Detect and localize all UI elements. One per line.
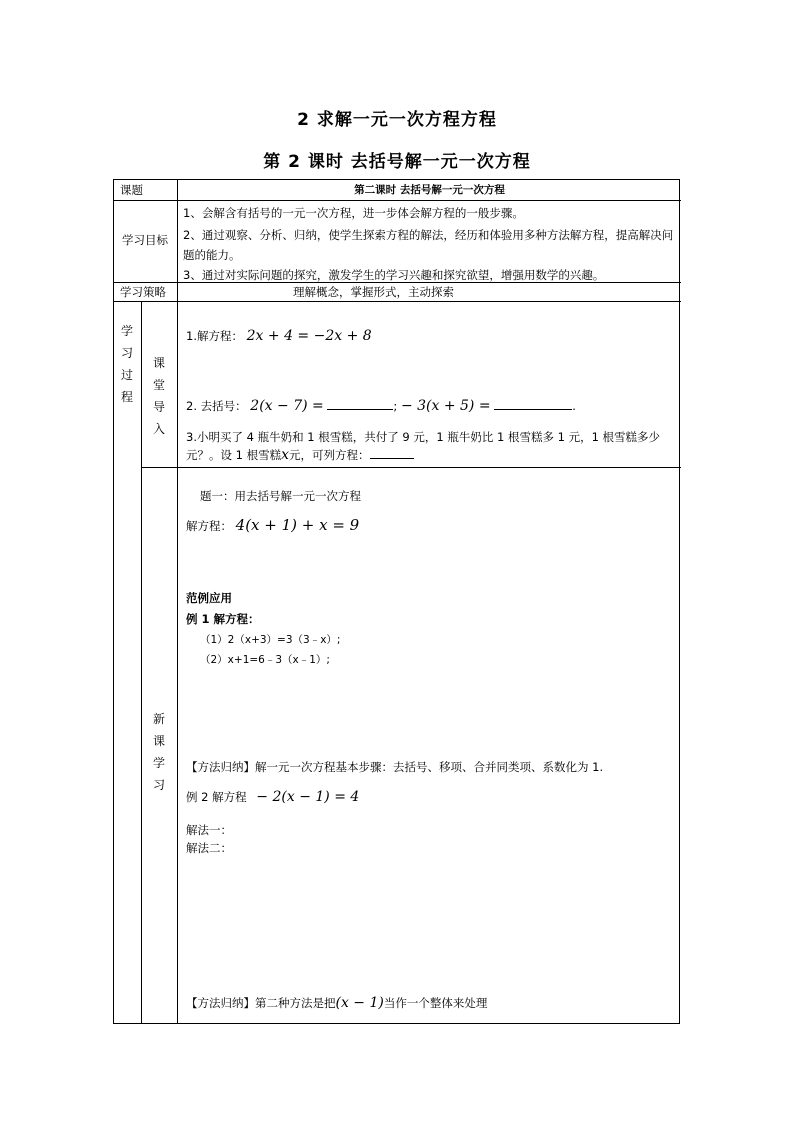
strategy-label: 学习策略 (120, 285, 166, 299)
answer-blank[interactable] (494, 399, 572, 410)
intro-q2-sep: ; (393, 399, 398, 413)
answer-blank[interactable] (370, 448, 414, 459)
topic1-heading: 题一：用去括号解一元一次方程 (200, 489, 361, 503)
example1-title: 例 1 解方程： (186, 612, 260, 626)
goal-item: 1、会解含有括号的一元一次方程，进一步体会解方程的一般步骤。 (183, 206, 524, 220)
example1-item: （1）2（x+3）=3（3﹣x）; (200, 634, 341, 646)
table-line (177, 301, 178, 1024)
process-label: 学习过程 (120, 324, 133, 404)
answer-blank[interactable] (327, 399, 393, 410)
intro-q3-tail: 元，可列方程： (289, 448, 370, 462)
page-subtitle: 第 2 课时 去括号解一元一次方程 (263, 152, 531, 172)
solve-equation (186, 517, 359, 534)
topic-label: 课题 (120, 183, 143, 197)
intro-q1-prefix: 1.解方程： (186, 329, 243, 343)
table-line (141, 467, 681, 468)
solve-eq: 4(x + 1) + x = 9 (235, 516, 360, 534)
example2-prefix: 例 2 解方程 (186, 790, 247, 804)
intro-q2-eq-a: 2(x − 7) = (250, 398, 324, 414)
page-title: 2 求解一元一次方程方程 (297, 110, 497, 130)
topic-value: 第二课时 去括号解一元一次方程 (354, 184, 505, 196)
table-line (114, 200, 681, 201)
intro-q3-variable: x (281, 447, 290, 463)
goals-label: 学习目标 (122, 233, 168, 247)
solution-two: 解法二： (186, 841, 232, 855)
method2-suffix: 当作一个整体来处理 (383, 996, 488, 1010)
table-line (141, 301, 142, 1024)
intro-q3 (186, 428, 676, 464)
example2-eq: − 2(x − 1) = 4 (256, 789, 360, 805)
solve-prefix: 解方程： (186, 519, 232, 533)
table-line (177, 180, 178, 301)
intro-q1-equation: 2x + 4 = −2x + 8 (246, 328, 372, 344)
method-summary-1: 【方法归纳】解一元一次方程基本步骤：去括号、移项、合并同类项、系数化为 1. (186, 760, 604, 774)
table-line (114, 301, 681, 302)
intro-q2-eq-b: − 3(x + 5) = (400, 398, 491, 414)
intro-label: 课堂导入 (152, 356, 165, 436)
goal-item: 2、通过观察、分析、归纳，使学生探索方程的解法，经历和体验用多种方法解方程，提高解决问题的能力。 (183, 228, 674, 262)
new-lesson-label: 新课学习 (152, 712, 165, 792)
method-summary-2 (186, 995, 487, 1011)
method2-prefix: 【方法归纳】第二种方法是把 (186, 996, 336, 1010)
intro-q1 (186, 328, 372, 344)
lesson-table (113, 179, 680, 1024)
intro-q3-text: 3.小明买了 4 瓶牛奶和 1 根雪糕，共付了 9 元，1 瓶牛奶比 1 根雪糕多 1 元，1 根雪糕多少元？。设 1 根雪糕 (186, 430, 661, 462)
intro-q2-prefix: 2. 去括号： (186, 399, 247, 413)
intro-q2-end: . (572, 399, 576, 413)
example2 (186, 789, 359, 805)
intro-q2 (186, 398, 576, 414)
method2-eq: (x − 1) (335, 995, 384, 1011)
example1-item: （2）x+1=6﹣3（x﹣1）; (200, 654, 330, 666)
example-header: 范例应用 (186, 591, 232, 605)
strategy-value: 理解概念，掌握形式，主动探索 (293, 285, 454, 299)
solution-one: 解法一： (186, 823, 232, 837)
goal-item: 3、通过对实际问题的探究，激发学生的学习兴趣和探究欲望，增强用数学的兴趣。 (183, 268, 605, 282)
